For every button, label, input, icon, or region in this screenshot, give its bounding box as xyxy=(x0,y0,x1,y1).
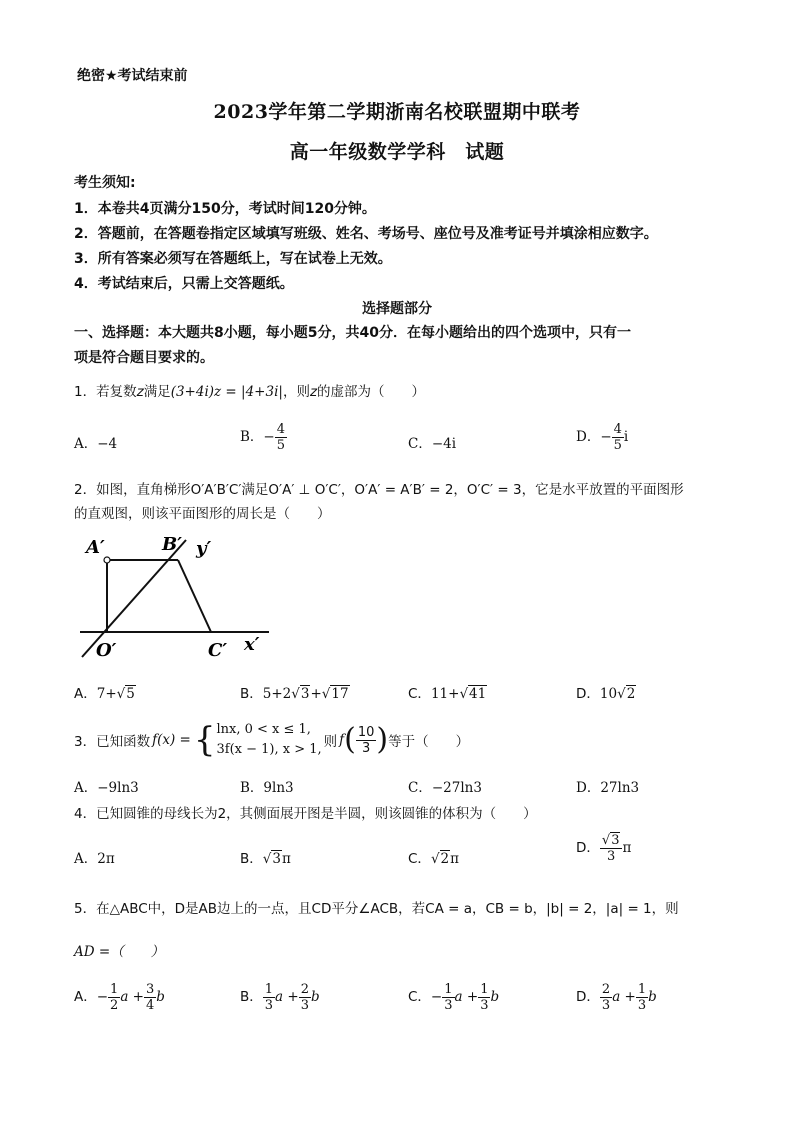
question-2-line1: 2．如图，直角梯形O′A′B′C′满足O′A′ ⊥ O′C′，O′A′ = A′B′ = 2，O′C′ = 3，它是水平放置的平面图形 xyxy=(74,482,684,498)
q4-option-a: A．2π xyxy=(74,851,115,867)
label-o: O′ xyxy=(96,640,117,661)
question-1-stem: 1．若复数z满足(3+4i)z = |4+3i|，则z的虚部为（ ） xyxy=(74,384,426,400)
section-instruction-line2: 项是符合题目要求的。 xyxy=(74,350,214,366)
q5-option-c: C．− $\frac{1}{3}$ a + $\frac{1}{3}$ b xyxy=(408,982,500,1013)
section-instruction-line1: 一、选择题：本大题共8小题，每小题5分，共40分．在每小题给出的四个选项中，只有一 xyxy=(74,325,631,341)
q2-option-a: A．7+√5 xyxy=(74,686,135,702)
notice-item: 4．考试结束后，只需上交答题纸。 xyxy=(74,276,294,292)
q3-option-a: A．−9ln3 xyxy=(74,780,139,796)
q1-option-d: D．− $\frac{4}{5}$ i xyxy=(576,422,629,453)
question-4-stem: 4．已知圆锥的母线长为2，其侧面展开图是半圆，则该圆锥的体积为（ ） xyxy=(74,806,537,822)
confidential-label: 绝密★考试结束前 xyxy=(77,68,188,84)
q5-option-a: A．− $\frac{1}{2}$ a + $\frac{3}{4}$ b xyxy=(74,982,165,1013)
point-a xyxy=(104,557,110,563)
q3-option-d: D．27ln3 xyxy=(576,780,640,796)
q3-option-c: C．−27ln3 xyxy=(408,780,482,796)
q3-case-2: 3f(x − 1), x > 1, xyxy=(216,742,322,757)
q2-option-b: B．5+2√3+√17 xyxy=(240,686,349,702)
question-5-line2: AD =（ ） xyxy=(74,944,165,960)
section-heading: 选择题部分 xyxy=(362,301,432,317)
notice-item: 3．所有答案必须写在答题纸上，写在试卷上无效。 xyxy=(74,251,392,267)
q2-option-d: D．10√2 xyxy=(576,686,636,702)
label-c: C′ xyxy=(208,640,228,661)
label-a: A′ xyxy=(86,537,105,558)
q5-option-d: D． $\frac{2}{3}$ a + $\frac{1}{3}$ b xyxy=(576,982,657,1013)
q3-case-1: lnx, 0 < x ≤ 1, xyxy=(216,722,311,737)
q5-option-b: B． $\frac{1}{3}$ a + $\frac{2}{3}$ b xyxy=(240,982,320,1013)
exam-title: 2023学年第二学期浙南名校联盟期中联考 xyxy=(213,101,581,123)
q4-option-c: C．√2π xyxy=(408,851,460,867)
notice-item: 1．本卷共4页满分150分，考试时间120分钟。 xyxy=(74,201,376,217)
question-5-line1: 5．在△ABC中，D是AB边上的一点，且CD平分∠ACB，若CA = a，CB = b，|b| = 2，|a| = 1，则 xyxy=(74,901,679,917)
notice-item: 2．答题前，在答题卷指定区域填写班级、姓名、考场号、座位号及准考证号并填涂相应数字。 xyxy=(74,226,658,242)
q1-option-b: B．− $\frac{4}{5}$ xyxy=(240,422,286,453)
trapezoid-figure xyxy=(74,530,274,665)
q2-option-c: C．11+√41 xyxy=(408,686,487,702)
question-3-stem: 3．已知函数 f(x) = { lnx, 0 < x ≤ 1, 3f(x − 1), x > 1, 则 f ( $\frac{10}{3}$ ) 等于（ ） xyxy=(74,720,470,760)
q4-option-d: D． $\frac{√3}{3}$ π xyxy=(576,833,632,864)
edge-bc xyxy=(178,560,211,632)
label-b: B′ xyxy=(162,534,182,555)
label-y: y′ xyxy=(196,538,212,559)
notice-heading: 考生须知: xyxy=(74,175,136,191)
q3-option-b: B．9ln3 xyxy=(240,780,294,796)
q1-option-a: A．−4 xyxy=(74,436,118,452)
question-2-line2: 的直观图，则该平面图形的周长是（ ） xyxy=(74,506,331,522)
label-x: x′ xyxy=(244,634,260,655)
q1-option-c: C．−4i xyxy=(408,436,457,452)
q4-option-b: B．√3π xyxy=(240,851,291,867)
exam-subtitle: 高一年级数学学科 试题 xyxy=(289,141,505,163)
